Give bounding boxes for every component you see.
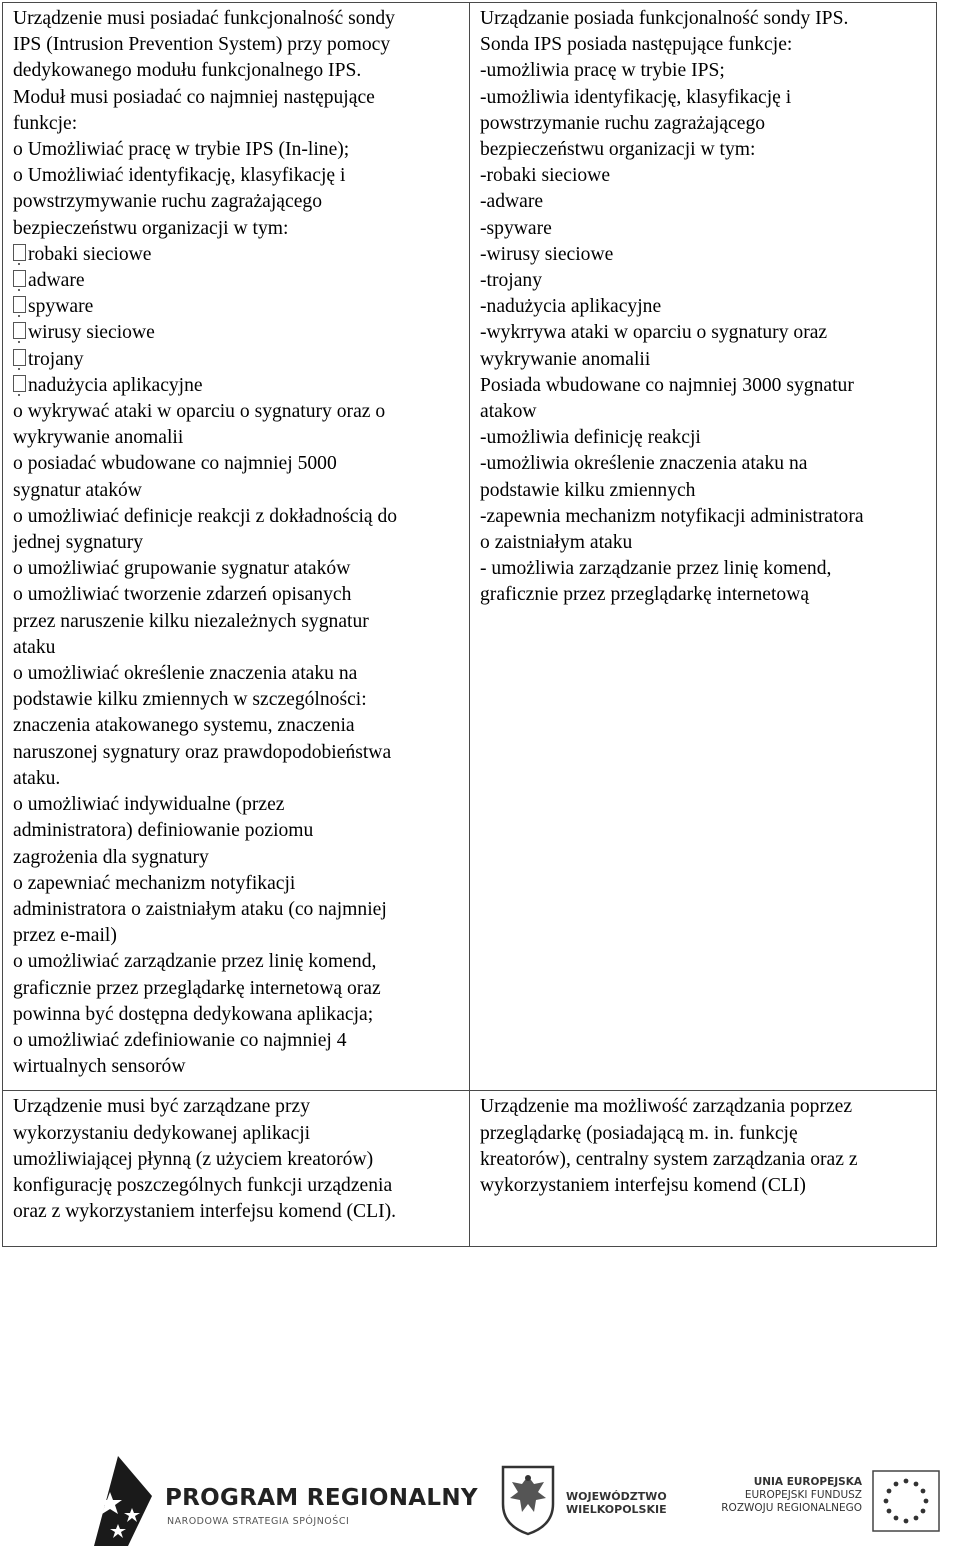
table-row [3, 3, 937, 1091]
bullet-text: spyware [28, 296, 94, 318]
text-line: zagrożenia dla sygnatury [13, 846, 209, 868]
footer-logos [0, 1440, 960, 1545]
text-line: wykrywanie anomalii [13, 427, 184, 449]
specification-table [2, 2, 937, 1247]
text-line: o zapewniać mechanizm notyfikacji [13, 872, 296, 894]
region-line: WIELKOPOLSKIE [566, 1503, 667, 1516]
bullet-text: wirusy sieciowe [28, 322, 155, 344]
text-line: o umożliwiać określenie znaczenia ataku na [13, 663, 358, 685]
text-line: o umożliwiać zarządzanie przez linię komend, [13, 951, 377, 973]
text-line: powstrzymanie ruchu zagrażającego [480, 112, 766, 134]
text-line: Urządzenie musi posiadać funkcjonalność sondy [13, 8, 395, 29]
bullet-line [13, 320, 459, 346]
text-line: powinna być dostępna dedykowana aplikacja; [13, 1003, 374, 1025]
text-line: o Umożliwiać pracę w trybie IPS (In-line); [13, 139, 350, 161]
text-line: konfigurację poszczególnych funkcji urządzenia [13, 1174, 393, 1196]
table-row [3, 1091, 937, 1247]
text-line: przez naruszenie kilku niezależnych sygnatur [13, 610, 369, 632]
text-line: -trojany [480, 270, 543, 292]
text-line: powstrzymywanie ruchu zagrażającego [13, 191, 322, 213]
offer-cell [470, 3, 937, 1091]
requirement-cell [3, 3, 470, 1091]
checkbox-bullet-icon [13, 296, 26, 313]
text-line: sygnatur ataków [13, 479, 142, 501]
region-line: WOJEWÓDZTWO [566, 1490, 667, 1503]
text-line: administratora) definiowanie poziomu [13, 820, 314, 842]
bullet-line [13, 294, 459, 320]
bullet-line [13, 242, 459, 268]
text-line: Urządzanie posiada funkcjonalność sondy IPS. [480, 8, 849, 29]
text-line: funkcje: [13, 112, 78, 134]
text-line: -zapewnia mechanizm notyfikacji administratora [480, 505, 864, 527]
text-line: ataku [13, 636, 56, 658]
text-line: Moduł musi posiadać co najmniej następujące [13, 86, 375, 108]
region-name [566, 1490, 667, 1516]
bullet-line [13, 373, 459, 399]
text-line: -robaki sieciowe [480, 165, 611, 187]
program-title: PROGRAM REGIONALNY [165, 1485, 478, 1511]
text-line: wykorzystaniem interfejsu komend (CLI) [480, 1174, 806, 1196]
text-line: Urządzenie ma możliwość zarządzania poprzez [480, 1096, 853, 1118]
text-line: -umożliwia identyfikację, klasyfikację i [480, 86, 792, 108]
bullet-line [13, 268, 459, 294]
requirement-cell [3, 1091, 470, 1247]
program-star-logo-icon [88, 1448, 158, 1548]
text-line: o umożliwiać indywidualne (przez [13, 794, 285, 816]
text-line: podstawie kilku zmiennych [480, 479, 696, 501]
text-line: wirtualnych sensorów [13, 1056, 186, 1078]
text-line: o wykrywać ataki w oparciu o sygnatury oraz o [13, 401, 386, 423]
bullet-text: robaki sieciowe [28, 243, 152, 265]
bullet-text: trojany [28, 348, 84, 370]
text-line: dedykowanego modułu funkcjonalnego IPS. [13, 60, 362, 82]
text-line: o Umożliwiać identyfikację, klasyfikację i [13, 165, 346, 187]
text-line: graficznie przez przeglądarkę internetową oraz [13, 977, 381, 999]
text-line: naruszonej sygnatury oraz prawdopodobieństwa [13, 741, 392, 763]
text-line: atakow [480, 401, 537, 423]
text-line: oraz z wykorzystaniem interfejsu komend (CLI). [13, 1201, 397, 1223]
text-line: jednej sygnatury [13, 532, 144, 554]
text-line: -wirusy sieciowe [480, 243, 614, 265]
text-line: o umożliwiać grupowanie sygnatur ataków [13, 558, 351, 580]
text-line: o umożliwiać zdefiniowanie co najmniej 4 [13, 1029, 347, 1051]
text-line: Posiada wbudowane co najmniej 3000 sygnatur [480, 374, 854, 396]
text-line: ataku. [13, 767, 61, 789]
text-line: o umożliwiać definicje reakcji z dokładnością do [13, 505, 398, 527]
text-line: podstawie kilku zmiennych w szczególności: [13, 689, 367, 711]
bullet-text: adware [28, 270, 85, 292]
eu-line: UNIA EUROPEJSKA [753, 1476, 862, 1488]
text-line: przez e-mail) [13, 925, 117, 947]
text-line: -umożliwia pracę w trybie IPS; [480, 60, 725, 82]
bullet-text: nadużycia aplikacyjne [28, 374, 203, 396]
checkbox-bullet-icon [13, 322, 26, 339]
checkbox-bullet-icon [13, 349, 26, 366]
text-line: graficznie przez przeglądarkę internetową [480, 584, 810, 606]
text-line: -nadużycia aplikacyjne [480, 296, 662, 318]
offer-cell [470, 1091, 937, 1247]
text-line: znaczenia atakowanego systemu, znaczenia [13, 715, 355, 737]
text-line: -umożliwia definicję reakcji [480, 427, 701, 449]
text-line: -adware [480, 191, 544, 213]
text-line: kreatorów), centralny system zarządzania oraz z [480, 1148, 858, 1170]
coat-of-arms-icon [500, 1464, 556, 1536]
text-line: administratora o zaistniałym ataku (co najmniej [13, 898, 387, 920]
checkbox-bullet-icon [13, 244, 26, 261]
text-line: Urządzenie musi być zarządzane przy [13, 1096, 310, 1118]
text-line: wykorzystaniu dedykowanej aplikacji [13, 1122, 311, 1144]
checkbox-bullet-icon [13, 375, 26, 392]
eu-line: EUROPEJSKI FUNDUSZ [744, 1489, 862, 1501]
text-line: umożliwiającej płynną (z użyciem kreatorów) [13, 1148, 374, 1170]
eu-fund-label [710, 1476, 862, 1515]
text-line: -umożliwia określenie znaczenia ataku na [480, 453, 808, 475]
text-line: - umożliwia zarządzanie przez linię komend, [480, 558, 832, 580]
text-line: IPS (Intrusion Prevention System) przy pomocy [13, 34, 391, 56]
text-line: wykrywanie anomalii [480, 348, 651, 370]
eu-flag-icon [872, 1470, 940, 1532]
text-line: bezpieczeństwu organizacji w tym: [13, 217, 289, 239]
bullet-line [13, 347, 459, 373]
text-line: -spyware [480, 217, 552, 239]
text-line: -wykrrywa ataki w oparciu o sygnatury oraz [480, 322, 828, 344]
eu-line: ROZWOJU REGIONALNEGO [721, 1502, 862, 1514]
text-line: bezpieczeństwu organizacji w tym: [480, 139, 756, 161]
text-line: o posiadać wbudowane co najmniej 5000 [13, 453, 337, 475]
text-line: o umożliwiać tworzenie zdarzeń opisanych [13, 584, 352, 606]
text-line: przeglądarkę (posiadającą m. in. funkcję [480, 1122, 798, 1144]
program-subtitle: NARODOWA STRATEGIA SPÓJNOŚCI [167, 1516, 350, 1527]
checkbox-bullet-icon [13, 270, 26, 287]
text-line: Sonda IPS posiada następujące funkcje: [480, 34, 793, 56]
text-line: o zaistniałym ataku [480, 532, 633, 554]
